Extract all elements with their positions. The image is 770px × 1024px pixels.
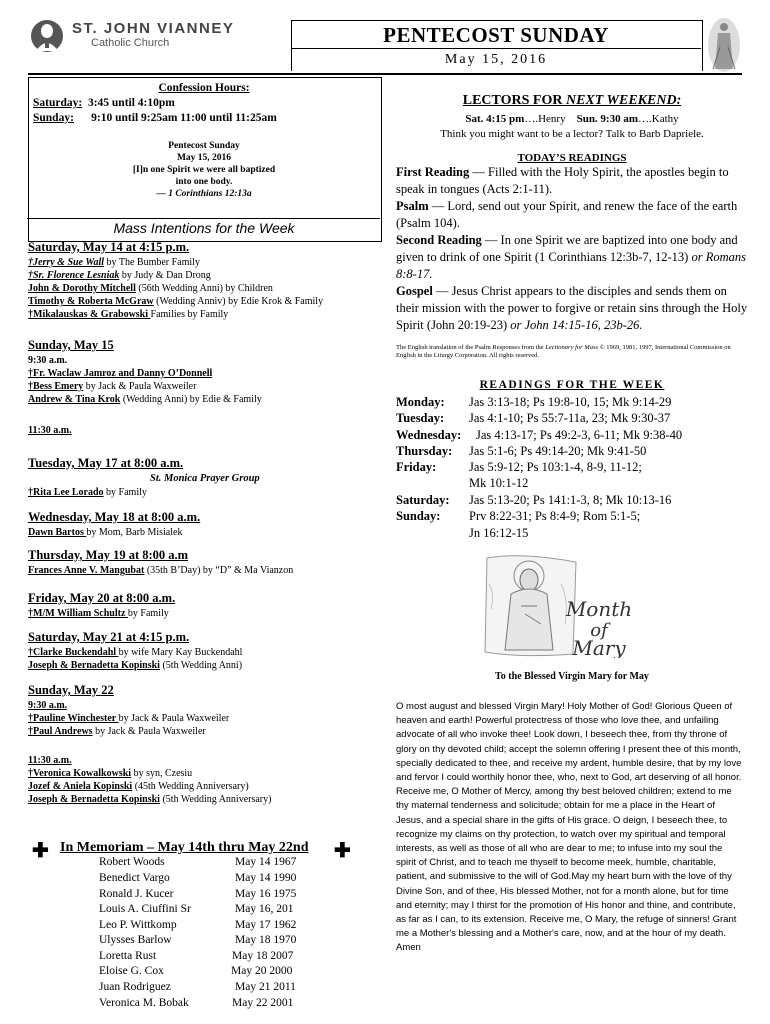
day-heading: Tuesday, May 17 at 8:00 a.m. xyxy=(28,456,184,470)
memoriam-date: May 16, 201 xyxy=(235,903,294,915)
reading-day: Friday: xyxy=(396,460,437,474)
divine-mercy-image xyxy=(707,17,741,73)
prayer-text: O most august and blessed Virgin Mary! Holy Mother of God! Glorious Queen of heaven and earth! Powerful protectress of those who love thee, and unfailing advocate of all who invoke thee! Look down, I beseech thee, from thy throne of glory on thy devoted child; accept the solemn offering I present thee of this month, specially dedicated to thee, and receive my ardent, humble desire, that by my love and fervor I could worthily honor thee, who, next to God, art deserving of all honor. Receive me, O Mother of Mercy, among thy best beloved children; extend to me thy maternal tenderness and solicitude; obtain for me a place in the Heart of Jesus, and a special share in the gifts of His grace. O deign, I beseech thee, to recognize my claims on thy protection, to watch over my spiritual and temporal interests, as well as those of all who are dear to me; to infuse into my soul the spirit of Christ, and to teach me thyself to become meek, humble, charitable, patient, and submissive to the will of God.May my heart burn with the love of thy Divine Son, and of thee, His blessed Mother, not for a month alone, but for time and eternity; may I thirst for the promotion of His honor and thine, and contribute, as far as I can, to its extension. Receive me, O Mary, the refuge of sinners! Grant me a Mother's blessing and a Mother's care, now, and at the hour of my death. Amen xyxy=(396,701,742,954)
intention-entry: †Rita Lee Lorado by Family xyxy=(28,487,147,498)
pentecost-quote xyxy=(28,140,380,200)
day-heading: Saturday, May 14 at 4:15 p.m. xyxy=(28,240,190,254)
intention-entry: Timothy & Roberta McGraw (Wedding Anniv) by Edie Krok & Family xyxy=(28,296,324,307)
reading-day: Thursday: xyxy=(396,444,453,458)
intention-entry: †Clarke Buckendahl by wife Mary Kay Buckendahl xyxy=(28,647,243,658)
day-heading: Friday, May 20 at 8:00 a.m. xyxy=(28,591,176,605)
cross-icon: ✚ xyxy=(334,840,351,862)
title-divider xyxy=(291,48,701,49)
confession-sunday xyxy=(33,112,277,124)
mary-image-text: Mary xyxy=(572,636,626,658)
reading-text: Jas 4:13-17; Ps 49:2-3, 6-11; Mk 9:38-40 xyxy=(476,428,683,442)
reading-text: Jn 16:12-15 xyxy=(469,526,529,540)
confession-saturday xyxy=(33,97,175,109)
mass-intentions-title: Mass Intentions for the Week xyxy=(113,220,295,236)
memoriam-date: May 22 2001 xyxy=(232,997,294,1009)
reading-day: Saturday: xyxy=(396,493,450,507)
mary-image-text: of xyxy=(590,620,608,641)
intention-entry: Joseph & Bernadetta Kopinski (5th Wedding Anni) xyxy=(28,660,243,671)
memoriam-name: Benedict Vargo xyxy=(99,872,170,884)
memoriam-name: Ronald J. Kucer xyxy=(99,888,174,900)
pentecost-citation: — 1 Corinthians 12:13a xyxy=(156,189,252,199)
intention-entry: Frances Anne V. Mangubat (35th B’Day) by “D” & Ma Vianzon xyxy=(28,565,294,576)
memoriam-date: May 14 1990 xyxy=(235,872,297,884)
month-of-mary-image xyxy=(481,554,646,658)
intention-entry: †Fr. Waclaw Jamroz and Danny O’Donnell xyxy=(28,368,213,379)
memoriam-name: Louis A. Ciuffini Sr xyxy=(99,903,191,915)
todays-readings-body: First Reading — Filled with the Holy Spirit, the apostles begin to speak in tongues (Acts 2:1-11). Psalm — Lord, send out your Spirit, and renew the face of the earth (Psalm 104). Second Reading — In one Spirit we are baptized into one body and given to drink of one Spirit (1 Corinthians 12:3b-7, 12-13) or Romans 8:8-17. Gospel — Jesus Christ appears to the disciples and sends them on their mission with the power to forgive or retain sins through the Holy Spirit (John 20:19-23) or John 14:15-16, 23b-26. xyxy=(396,165,748,332)
header-divider xyxy=(28,73,742,75)
memoriam-name: Veronica M. Bobak xyxy=(99,997,189,1009)
memoriam-date: May 14 1967 xyxy=(235,856,297,868)
saturday-time: 3:45 until 4:10pm xyxy=(87,97,175,109)
parish-subtitle: Catholic Church xyxy=(91,37,170,49)
prayer-title: To the Blessed Virgin Mary for May xyxy=(495,671,649,682)
page-title: PENTECOST SUNDAY xyxy=(383,23,609,47)
sunday-time: 9:10 until 9:25am 11:00 until 11:25am xyxy=(91,112,277,124)
sunday-label: Sunday: xyxy=(33,112,74,124)
reading-text: Jas 3:13-18; Ps 19:8-10, 15; Mk 9:14-29 xyxy=(469,395,672,409)
pentecost-line: May 15, 2016 xyxy=(176,153,232,163)
confession-title: Confession Hours: xyxy=(158,82,250,94)
copyright-note: The English translation of the Psalm Responses from the Lectionary for Mass © 1969, 1981, 1997, International Commission on English in the Liturgy Corporation. All rights reserved. xyxy=(396,344,731,359)
intention-entry: †Paul Andrews by Jack & Paula Waxweiler xyxy=(28,726,206,737)
reading-text: Mk 10:1-12 xyxy=(469,476,529,490)
reading-day: Sunday: xyxy=(396,509,441,523)
reading-text: Jas 5:13-20; Ps 141:1-3, 8; Mk 10:13-16 xyxy=(469,493,672,507)
mass-time: 9:30 a.m. xyxy=(28,355,68,366)
parish-logo-icon xyxy=(30,19,64,53)
memoriam-date: May 17 1962 xyxy=(235,919,297,931)
mass-time: 9:30 a.m. xyxy=(28,700,68,711)
page-date: May 15, 2016 xyxy=(444,52,548,67)
pentecost-line: into one body. xyxy=(175,177,233,187)
lectors-invitation: Think you might want to be a lector? Talk to Barb Dapriele. xyxy=(440,128,704,140)
intention-entry: †M/M William Schultz by Family xyxy=(28,608,169,619)
memoriam-title: In Memoriam – May 14th thru May 22nd xyxy=(60,840,309,855)
intention-entry: †Bess Emery by Jack & Paula Waxweiler xyxy=(28,381,197,392)
cross-icon: ✚ xyxy=(32,840,49,862)
reading-day: Wednesday: xyxy=(396,428,462,442)
saturday-label: Saturday: xyxy=(33,97,83,109)
intention-entry: Joseph & Bernadetta Kopinski (5th Wedding Anniversary) xyxy=(28,794,272,805)
pentecost-line: Pentecost Sunday xyxy=(168,141,240,151)
prayer-group: St. Monica Prayer Group xyxy=(150,473,260,484)
intention-entry: †Mikalauskas & Grabowski Families by Family xyxy=(28,309,229,320)
intention-entry: †Sr. Florence Lesniak by Judy & Dan Drong xyxy=(28,270,211,281)
intention-entry: †Jerry & Sue Wall by The Bumber Family xyxy=(28,257,200,268)
memoriam-name: Leo P. Wittkomp xyxy=(99,919,177,931)
reading-day: Monday: xyxy=(396,395,445,409)
day-heading: Sunday, May 15 xyxy=(28,338,114,352)
memoriam-name: Ulysses Barlow xyxy=(99,934,172,946)
intention-entry: †Veronica Kowalkowski by syn, Czesiu xyxy=(28,768,193,779)
memoriam-date: May 21 2011 xyxy=(235,981,296,993)
lectors-title: LECTORS FOR NEXT WEEKEND: xyxy=(462,93,682,108)
reading-text: Jas 4:1-10; Ps 55:7-11a, 23; Mk 9:30-37 xyxy=(469,411,671,425)
memoriam-name: Juan Rodriguez xyxy=(99,981,171,993)
reading-text: Jas 5:1-6; Ps 49:14-20; Mk 9:41-50 xyxy=(469,444,647,458)
mass-time: 11:30 a.m. xyxy=(28,425,72,436)
reading-day: Tuesday: xyxy=(396,411,445,425)
memoriam-date: May 18 1970 xyxy=(235,934,297,946)
mary-image-text: Month xyxy=(565,597,633,621)
memoriam-name: Robert Woods xyxy=(99,856,165,868)
intention-entry: †Pauline Winchester by Jack & Paula Waxweiler xyxy=(28,713,230,724)
memoriam-name: Eloise G. Cox xyxy=(99,965,164,977)
pentecost-line: [I]n one Spirit we were all baptized xyxy=(132,165,276,175)
memoriam-date: May 16 1975 xyxy=(235,888,297,900)
intention-entry: Andrew & Tina Krok (Wedding Anni) by Edie & Family xyxy=(28,394,262,405)
todays-readings-title: TODAY’S READINGS xyxy=(517,152,627,164)
intention-entry: Dawn Bartos by Mom, Barb Misialek xyxy=(28,527,183,538)
memoriam-date: May 18 2007 xyxy=(232,950,294,962)
day-heading: Thursday, May 19 at 8:00 a.m xyxy=(28,548,189,562)
parish-name: ST. JOHN VIANNEY xyxy=(72,20,235,37)
mass-time: 11:30 a.m. xyxy=(28,755,72,766)
day-heading: Saturday, May 21 at 4:15 p.m. xyxy=(28,630,190,644)
lectors-schedule: Sat. 4:15 pm….Henry Sun. 9:30 am….Kathy xyxy=(465,113,679,125)
week-readings-title: READINGS FOR THE WEEK xyxy=(479,379,665,391)
day-heading: Sunday, May 22 xyxy=(28,683,114,697)
day-heading: Wednesday, May 18 at 8:00 a.m. xyxy=(28,510,201,524)
memoriam-name: Loretta Rust xyxy=(99,950,157,962)
reading-text: Jas 5:9-12; Ps 103:1-4, 8-9, 11-12; xyxy=(469,460,642,474)
memoriam-date: May 20 2000 xyxy=(231,965,293,977)
intention-entry: Jozef & Aniela Kopinski (45th Wedding Anniversary) xyxy=(28,781,249,792)
intention-entry: John & Dorothy Mitchell (56th Wedding Anni) by Children xyxy=(28,283,273,294)
reading-text: Prv 8:22-31; Ps 8:4-9; Rom 5:1-5; xyxy=(469,509,641,523)
